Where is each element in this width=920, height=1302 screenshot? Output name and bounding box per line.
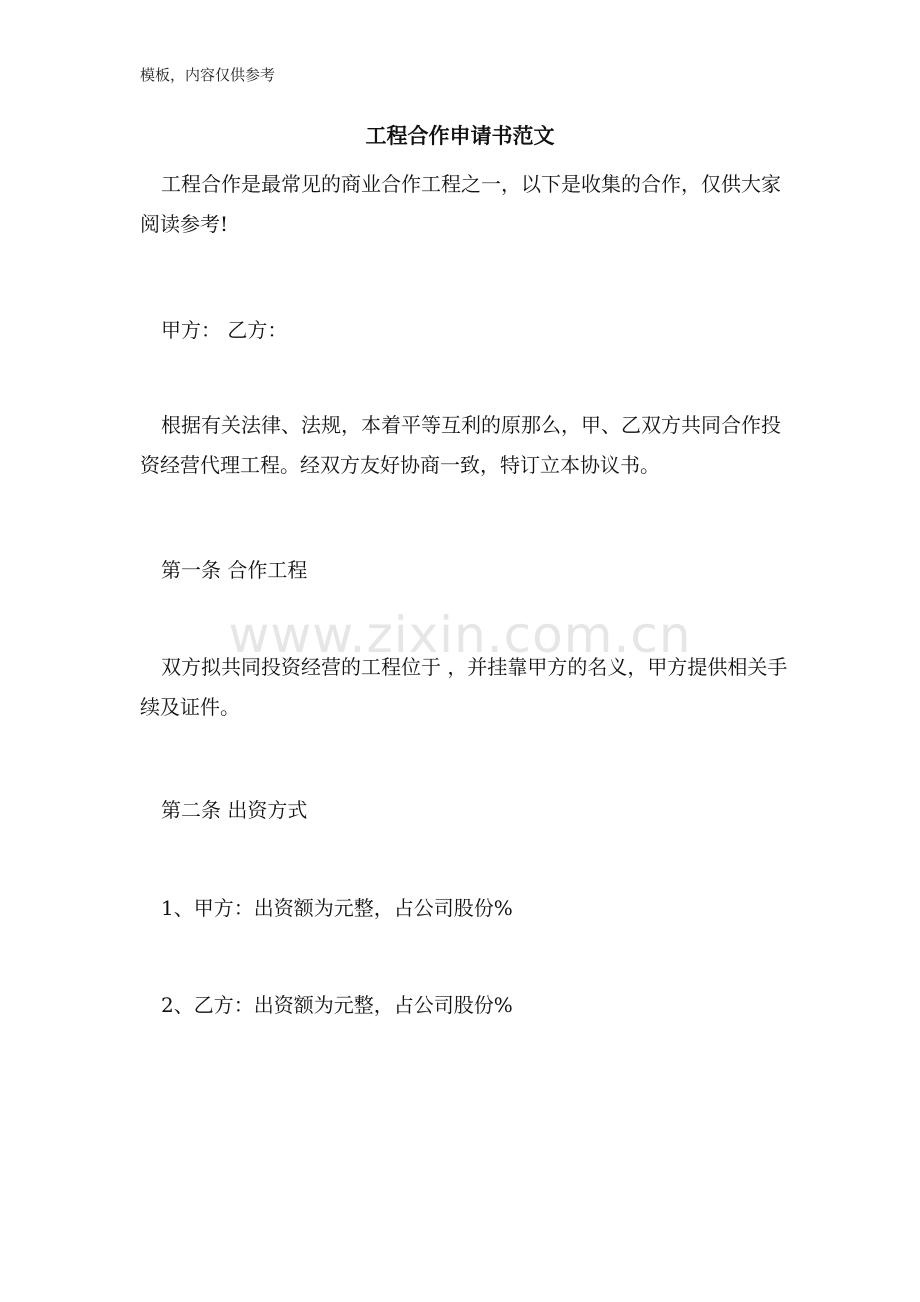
article-1-body: 双方拟共同投资经营的工程位于 ，并挂靠甲方的名义，甲方提供相关手续及证件。 <box>140 655 788 719</box>
document-title: 工程合作申请书范文 <box>365 123 555 148</box>
site-watermark: www.zixin.com.cn <box>228 606 692 664</box>
basis-paragraph: 根据有关法律、法规，本着平等互利的原那么，甲、乙双方共同合作投资经营代理工程。经双方友好协商一致，特订立本协议书。 <box>140 413 781 477</box>
investment-party-a: 1、甲方：出资额为元整，占公司股份% <box>161 896 513 920</box>
template-note: 模板，内容仅供参考 <box>140 66 276 84</box>
parties-line: 甲方： 乙方： <box>161 318 288 342</box>
article-1-heading: 第一条 合作工程 <box>161 558 308 582</box>
investment-party-b: 2、乙方：出资额为元整，占公司股份% <box>161 993 513 1017</box>
intro-paragraph: 工程合作是最常见的商业合作工程之一，以下是收集的合作，仅供大家阅读参考! <box>140 172 781 236</box>
article-2-heading: 第二条 出资方式 <box>161 798 308 822</box>
